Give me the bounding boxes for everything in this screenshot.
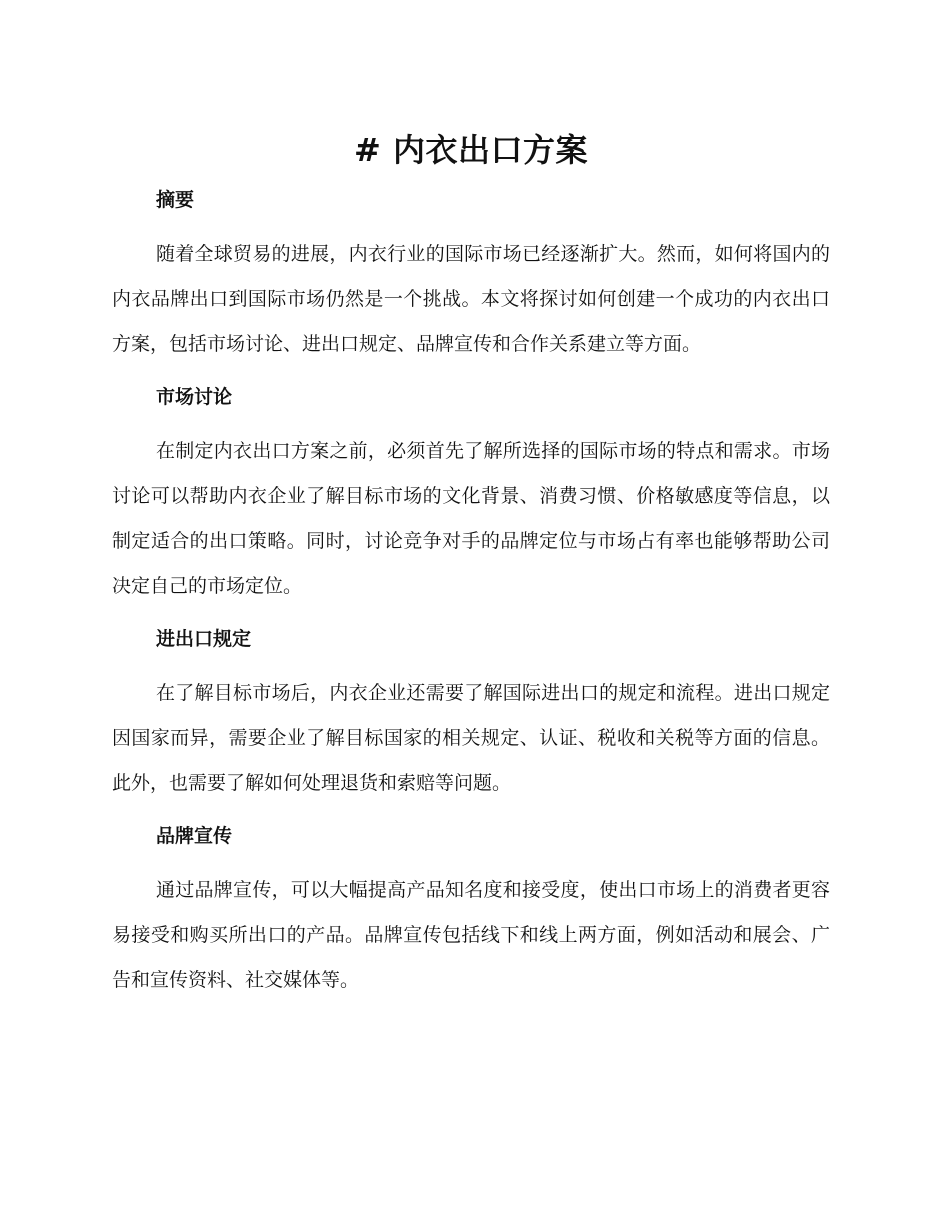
section-paragraph-branding: 通过品牌宣传，可以大幅提高产品知名度和接受度，使出口市场上的消费者更容易接受和购买所出口的产品。品牌宣传包括线下和线上两方面，例如活动和展会、广告和宣传资料、社交媒体等。 <box>112 879 830 991</box>
document-title: # 内衣出口方案 <box>354 131 588 169</box>
section-heading-market: 市场讨论 <box>156 386 233 408</box>
section-paragraph-abstract: 随着全球贸易的进展，内衣行业的国际市场已经逐渐扩大。然而，如何将国内的内衣品牌出口到国际市场仍然是一个挑战。本文将探讨如何创建一个成功的内衣出口方案，包括市场讨论、进出口规定、品牌宣传和合作关系建立等方面。 <box>112 243 830 355</box>
section-heading-abstract: 摘要 <box>156 189 195 211</box>
document-body <box>112 126 830 1003</box>
section-heading-regulations: 进出口规定 <box>156 628 252 650</box>
section-paragraph-market: 在制定内衣出口方案之前，必须首先了解所选择的国际市场的特点和需求。市场讨论可以帮助内衣企业了解目标市场的文化背景、消费习惯、价格敏感度等信息，以制定适合的出口策略。同时，讨论竞争对手的品牌定位与市场占有率也能够帮助公司决定自己的市场定位。 <box>112 440 830 597</box>
section-heading-branding: 品牌宣传 <box>156 825 233 847</box>
section-paragraph-regulations: 在了解目标市场后，内衣企业还需要了解国际进出口的规定和流程。进出口规定因国家而异，需要企业了解目标国家的相关规定、认证、税收和关税等方面的信息。此外，也需要了解如何处理退货和索赔等问题。 <box>112 682 830 794</box>
